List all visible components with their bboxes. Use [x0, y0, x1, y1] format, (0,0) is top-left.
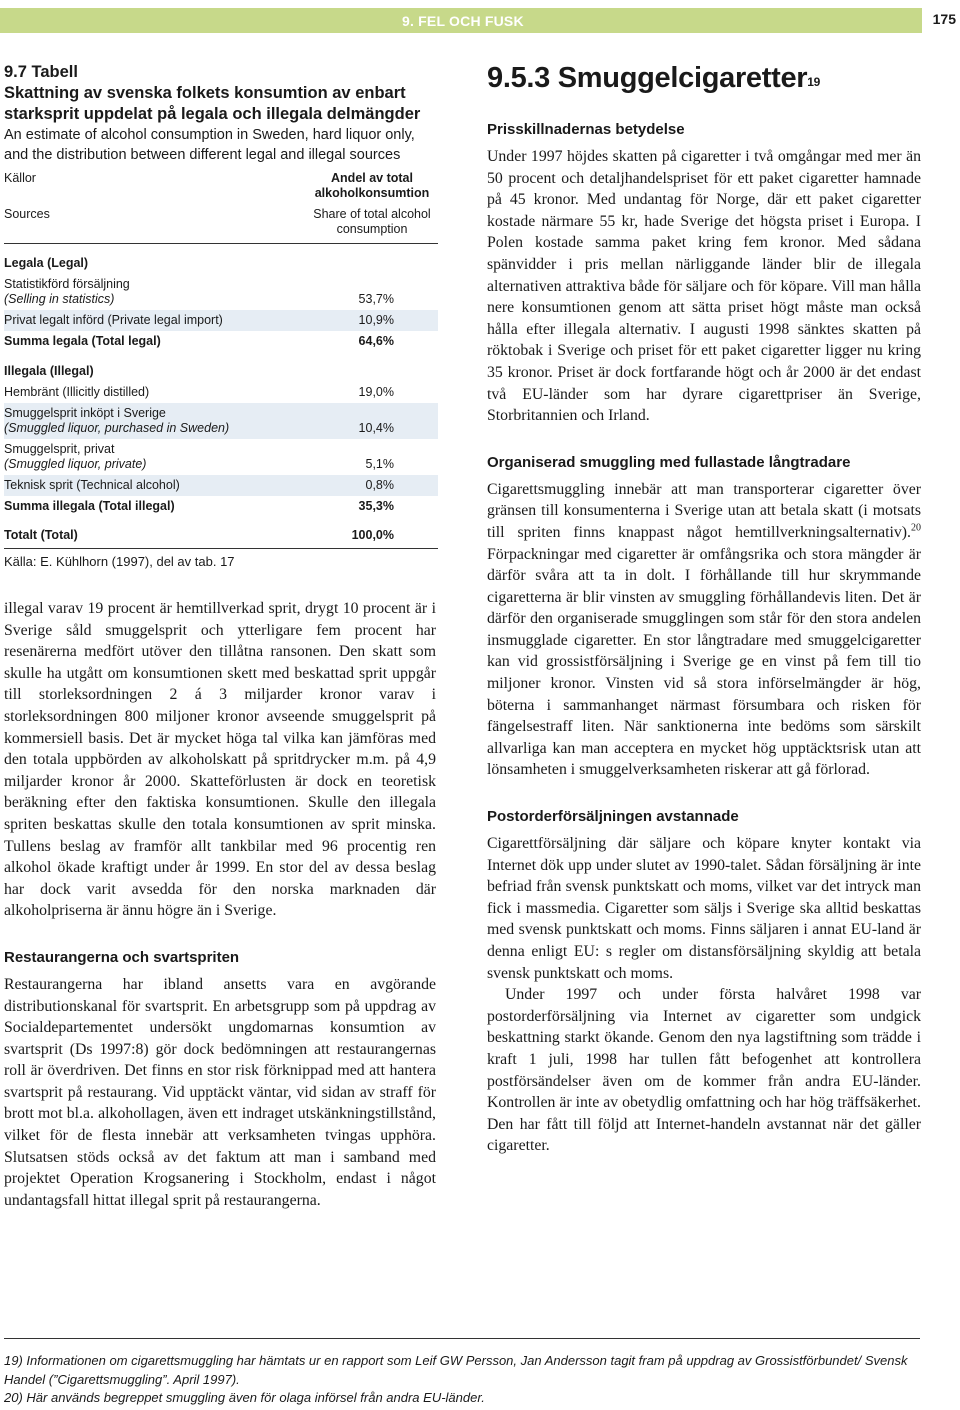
table-row [4, 274, 438, 310]
row-label: Statistikförd försäljning [4, 277, 130, 291]
column-header-sources-sv: Källor [4, 171, 36, 185]
table-row [4, 439, 438, 475]
row-value: 10,4% [358, 421, 394, 435]
chapter-title: 9. FEL OCH FUSK [402, 13, 524, 29]
section-title [487, 60, 921, 96]
table-number: 9.7 Tabell [4, 63, 78, 81]
column-header-sv [4, 171, 438, 207]
column-header-sources-en: Sources [4, 207, 50, 221]
table-source: Källa: E. Kühlhorn (1997), del av tab. 17 [4, 554, 235, 569]
row-label: Totalt (Total) [4, 528, 78, 542]
table-subtitle: An estimate of alcohol consumption in Sweden, hard liquor only, and the distribution between different legal and illegal sources [4, 127, 415, 163]
illegal-section-label: Illegala (Illegal) [4, 364, 94, 378]
table-row [4, 475, 438, 496]
legal-section-label: Legala (Legal) [4, 256, 89, 270]
column-header-share-en: Share of total alcohol consumption [313, 207, 431, 236]
footnote-ref-20: 20 [911, 522, 921, 534]
row-value: 35,3% [358, 499, 394, 513]
row-label: Smuggelsprit inköpt i Sverige [4, 406, 166, 420]
row-value: 5,1% [365, 457, 394, 471]
row-value: 53,7% [358, 292, 394, 306]
footnote-rule [4, 1338, 920, 1339]
row-value: 0,8% [365, 478, 394, 492]
subheading-prisskillnader: Prisskillnadernas betydelse [487, 121, 685, 138]
row-value: 19,0% [358, 385, 394, 399]
row-value: 10,9% [358, 313, 394, 327]
right-column [487, 60, 921, 1157]
illegal-sum-row [4, 496, 438, 517]
subheading-organiserad-smuggling: Organiserad smuggling med fullastade långtradare [487, 453, 851, 471]
footnote-20: 20) Här används begreppet smuggling även för olaga införsel från andra EU-länder. [4, 1390, 485, 1405]
table-title: Skattning av svenska folkets konsumtion av enbart starksprit uppdelat på legala och illegala delmängder [4, 84, 421, 123]
paragraph [487, 479, 921, 781]
paragraph: illegal varav 19 procent är hemtillverkad sprit, drygt 10 procent är i Sverige såld smuggelsprit och ytterligare fem procent har resenärerna medfört utöver den tillåtna ransonen. Den skatt som skulle ha utgått om konsumtionen skett med beskattad sprit uppgår till storleksordningen 2 á 3 miljarder kronor varav i storleksordningen 800 miljoner kronor avseende smuggelsprit på kommersiell basis. Det är mycket höga tal vilka kan jämföras med den totala uppbörden av alkoholskatt på spritdrycker m.m. på 4,9 miljarder kronor år 2000. Skatteförlusten är dock en teoretisk beräkning efter den faktiska konsumtionen. Skulle den illegala spriten beskattas skulle den totala konsumtionen av sprit minska. Tullens beslag av framför allt tankbilar med 96 procentig ren alkohol ökade kraftigt under år 1999. En stor del av dessa beslag har dock varit avsedda för den norska marknaden där alkoholpriserna är ännu högre än i Sverige. [4, 600, 436, 920]
subheading-restaurang: Restaurangerna och svartspriten [4, 948, 240, 966]
left-body-text [4, 598, 436, 1211]
paragraph: Under 1997 höjdes skatten på cigaretter i två omgångar med mer än 50 procent och detaljhandelspriset för ett paket cigaretter hamnade på 45 kronor. Med undantag för Norge, där ett paket cigaretter kostade närmare 55 kr, hade Sverige det högsta priset i Europa. I Polen kostade samma paket kring fem kronor. Med sådana spänvidder i pris mellan närliggande länder blir de illegala alternativen attraktiva både för säljare och för köpare. Vill man hålla nere konsumtionen genom att sätta priset högt måste man också hålla efter illegala alternativ. I augusti 1998 sänktes skatten på röktobak i Sverige och priset för ett paket cigaretter ligger nu kring 35 kronor. Priset är dock fortfarande högt och år 2000 är det endast två EU-länder som har dyrare cigarettpriser än Sverige, Storbritannien och Irland. [487, 148, 921, 425]
paragraph: Under 1997 och under första halvåret 1998 var postorderförsäljning via Internet av cigaretter som undgick beskattning starkt ökande. Genom den nya lagstiftning som trädde i kraft 1 juli, 1998 har tullen fått befogenhet att kontrollera postförsändelser även om de kommer från andra EU-länder. Kontrollen är inte av obetydlig omfattning och har hög träffsäkerhet. Den har fått till följd att Internet-handeln avstannat när det gäller cigaretter. [487, 986, 921, 1155]
footnote-19: 19) Informationen om cigarettsmuggling har hämtats ur en rapport som Leif GW Persson, Jan Andersson tagit fram på uppdrag av Grossistförbundet/ Svensk Handel (”Cigarettsmuggling”. April 1997). [4, 1353, 908, 1387]
row-label-en: (Smuggled liquor, private) [4, 457, 147, 471]
table-row [4, 382, 438, 403]
footnotes [4, 1352, 924, 1408]
row-label: Summa legala (Total legal) [4, 334, 161, 348]
row-label: Hembränt (Illicitly distilled) [4, 385, 150, 399]
column-header-en [4, 207, 438, 243]
row-label: Privat legalt införd (Private legal import) [4, 313, 223, 327]
row-label: Summa illegala (Total illegal) [4, 499, 175, 513]
table-section [4, 62, 438, 571]
table-row [4, 310, 438, 331]
consumption-table [4, 171, 438, 571]
paragraph-part: Förpackningar med cigaretter är omfångsrika och stora mängder är därför svåra att ta in dolt. I förhållande till hur skrymmande cigaretterna är blir vinsten av smuggling förhållandevis liten. Det är därför den organiserade smugglingen som står för den stora andelen insmugglade cigaretter. En stor långtradare med smuggelcigaretter kan vid grossistförsäljning i Sverige ge en vinst på fem till tio miljoner kronor. Vinsten vid så stora införselmängder är hög, böterna i sammanhanget närmast försumbara och risken för fängelsestraff liten. När sanktionerna inte bedöms som särskilt allvarliga kan man acceptera en mycket hög upptäcktsrisk utan att lönsamheten i smuggelverksamheten riskerar att gå förlorad. [487, 545, 921, 779]
row-label: Teknisk sprit (Technical alcohol) [4, 478, 180, 492]
row-value: 100,0% [351, 528, 394, 542]
row-label-en: (Smuggled liquor, purchased in Sweden) [4, 421, 230, 435]
row-label: Smuggelsprit, privat [4, 442, 115, 456]
paragraph: Cigarettförsäljning där säljare och köpare knyter kontakt via Internet dök upp under slutet av 1990-talet. Sådan försäljning är inte befriad från svensk punktskatt och moms, vilket var det intryck man fick i massmedia. Cigaretter som säljs i Sverige ska alltid beskattas med svensk punktskatt och moms. Finns säljaren i annat EU-land är denna enligt EU: s regler om distansförsäljning skyldig att betala svensk punktskatt och moms. [487, 835, 921, 982]
paragraph-part: Cigarettsmuggling innebär att man transporterar cigaretter över gränsen till konsumenterna i Sverige utan att betala skatt (i motsats till spriten finns knappast något hemtillverkningsalternativ). [487, 480, 921, 541]
table-heading [4, 62, 438, 165]
table-row [4, 403, 438, 439]
header-rule [4, 243, 438, 244]
footnote-ref-19: 19 [807, 75, 821, 89]
subheading-postorder: Postorderförsäljningen avstannade [487, 808, 739, 826]
paragraph: Restaurangerna har ibland ansetts vara en avgörande distributionskanal för svartsprit. En arbetsgrupp som på uppdrag av Socialdepartementet undersökt ungdomarnas konsumtion av svartsprit (Ds 1997:8) gör dock bedömningen att restaurangernas roll är överdriven. Det finns en stor risk förknippad med att hantera svartsprit på restaurang. Vid upptäckt väntar, vid sidan av straff för brott mot bl.a. alkohollagen, även ett indraget utskänkningstillstånd, vilket för de flesta innebär att verksamheten tvingas upphöra. Slutsatsen stöds också av det faktum att man i samband med projektet Operation Krogsanering i Stockholm, endast i något undantagsfall hittat illegal sprit på restaurangerna. [4, 975, 436, 1209]
page-number: 175 [932, 11, 956, 27]
column-header-share-sv: Andel av total alkoholkonsumtion [314, 171, 430, 200]
bottom-rule [4, 548, 438, 549]
section-title-text: 9.5.3 Smuggelcigaretter [487, 62, 808, 94]
row-value: 64,6% [358, 334, 394, 348]
total-row [4, 525, 438, 546]
legal-sum-row [4, 331, 438, 352]
row-label-en: (Selling in statistics) [4, 292, 115, 306]
